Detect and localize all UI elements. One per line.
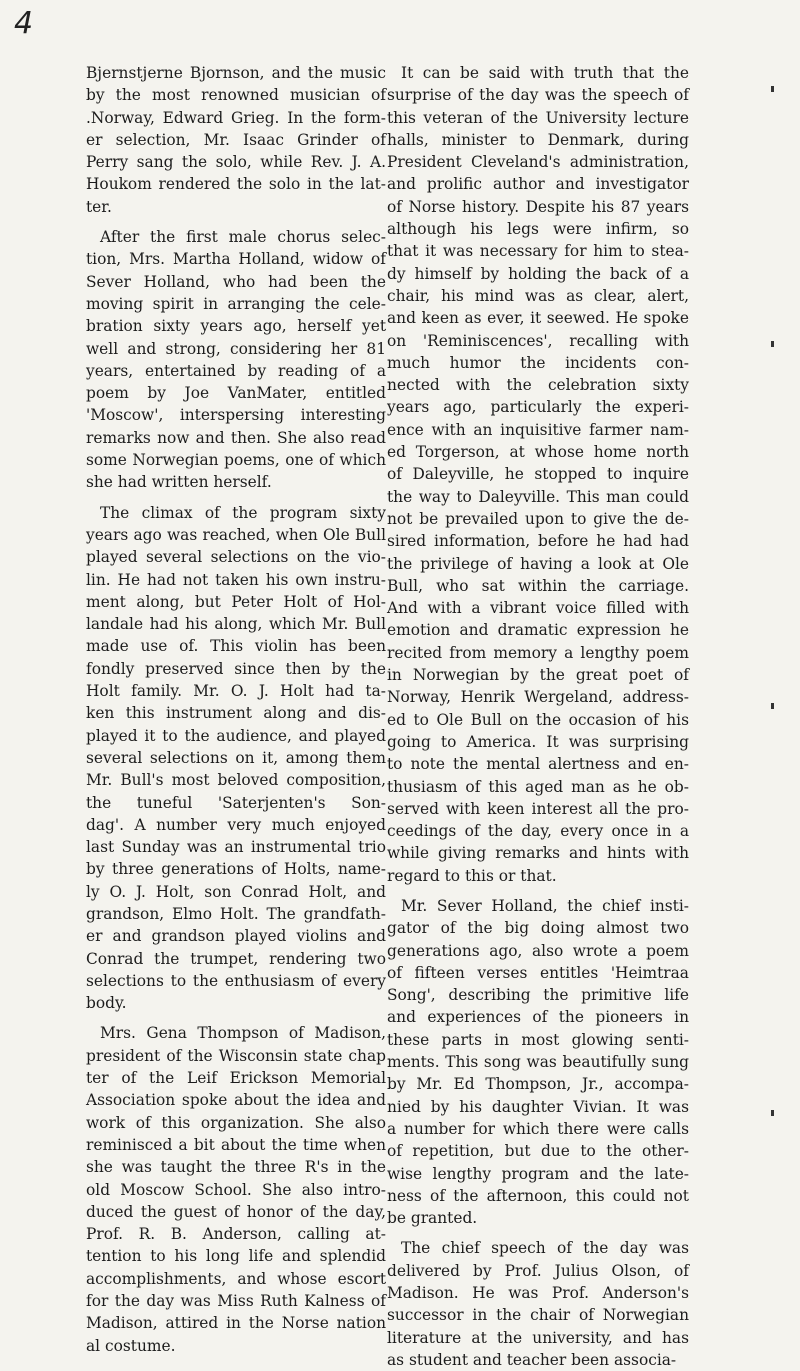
text-line: ments. This song was beautifully sung [387,1053,689,1072]
text-line: Sever Holland, who had been the [86,272,386,291]
text-line: of Norse history. Despite his 87 years [387,197,689,216]
text-line: tion, Mrs. Martha Holland, widow of [86,250,386,269]
margin-mark [771,86,774,92]
text-line: made use of. This violin has been [86,637,386,656]
text-line: that it was necessary for him to stea- [387,242,689,261]
text-line: work of this organization. She also [86,1113,386,1132]
text-line: played several selections on the vio- [86,548,386,567]
text-line: sired information, before he had had [387,532,689,551]
text-line: nected with the celebration sixty [387,376,689,395]
paragraph-gap [86,1014,386,1022]
text-line: ness of the afternoon, this could not [387,1186,689,1205]
text-line: The chief speech of the day was [401,1239,689,1258]
text-line: reminisced a bit about the time when [86,1135,386,1154]
text-line: selections to the enthusiasm of every [86,971,386,990]
text-line: much humor the incidents con- [387,353,689,372]
text-line: a number for which there were calls [387,1119,689,1138]
text-line: of Daleyville, he stopped to inquire [387,465,689,484]
text-line: by three generations of Holts, name- [86,860,386,879]
text-line: The climax of the program sixty [100,503,386,522]
text-line: for the day was Miss Ruth Kalness of [86,1292,386,1311]
text-line: literature at the university, and has [387,1328,689,1347]
text-line: going to America. It was surprising [387,732,689,751]
text-line: old Moscow School. She also intro- [86,1180,386,1199]
paragraph-gap [387,887,689,895]
text-line: regard to this or that. [387,866,557,885]
text-line: After the first male chorus selec- [100,228,386,247]
text-line: Song', describing the primitive life [387,986,689,1005]
left-column [86,62,386,1357]
text-line: as student and teacher been associa- [387,1350,677,1369]
text-line: of fifteen verses entitles 'Heimtraa [387,963,689,982]
text-line: Prof. R. B. Anderson, calling at- [86,1225,386,1244]
text-line: these parts in most glowing senti- [387,1030,689,1049]
text-line: successor in the chair of Norwegian [387,1306,689,1325]
text-line: ed to Ole Bull on the occasion of his [387,710,689,729]
text-line: gator of the big doing almost two [387,919,689,938]
text-line: Mr. Sever Holland, the chief insti- [401,896,689,915]
text-line: poem by Joe VanMater, entitled [86,384,386,403]
paragraph-gap [86,494,386,502]
text-line: bration sixty years ago, herself yet [86,317,386,336]
text-line: tention to his long life and splendid [86,1247,386,1266]
text-line: al costume. [86,1336,176,1355]
text-line: Conrad the trumpet, rendering two [86,949,386,968]
text-line: Holt family. Mr. O. J. Holt had ta- [86,682,386,701]
text-line: surprise of the day was the speech of [387,86,689,105]
text-line: Perry sang the solo, while Rev. J. A. [86,153,386,172]
margin-mark [771,1110,774,1116]
text-line: in Norwegian by the great poet of [387,666,689,685]
paragraph-gap [86,218,386,226]
text-line: recited from memory a lengthy poem [387,643,689,662]
text-line: lin. He had not taken his own instru- [86,570,386,589]
text-line: some Norwegian poems, one of which [86,451,386,470]
text-line: dy himself by holding the back of a [387,264,689,283]
text-line: not be prevailed upon to give the de- [387,509,689,528]
text-line: Mr. Bull's most beloved composition, [86,771,386,790]
text-line: and experiences of the pioneers in [387,1008,689,1027]
text-line: the way to Daleyville. This man could [387,487,689,506]
text-line: Association spoke about the idea and [86,1091,386,1110]
text-line: on 'Reminiscences', recalling with [387,331,689,350]
text-line: body. [86,994,127,1013]
text-line: to note the mental alertness and en- [387,755,689,774]
text-line: played it to the audience, and played [86,726,386,745]
text-line: delivered by Prof. Julius Olson, of [387,1261,689,1280]
text-line: ceedings of the day, every once in a [387,822,689,841]
text-line: she had written herself. [86,473,272,492]
text-line: Madison. He was Prof. Anderson's [387,1284,689,1303]
text-line: nied by his daughter Vivian. It was [387,1097,689,1116]
text-line: several selections on it, among them [86,748,386,767]
text-line: years ago was reached, when Ole Bull [86,525,386,544]
text-line: and keen as ever, it seewed. He spoke [387,309,689,328]
text-line: served with keen interest all the pro- [387,799,689,818]
text-line: And with a vibrant voice filled with [387,599,689,618]
paragraph-gap [387,1229,689,1237]
text-line: and prolific author and investigator [387,175,689,194]
text-line: Houkom rendered the solo in the lat- [86,175,386,194]
text-line: this veteran of the University lecture [387,108,689,127]
page-number: 4 [14,6,34,41]
text-line: thusiasm of this aged man as he ob- [387,777,689,796]
text-line: ment along, but Peter Holt of Hol- [86,592,386,611]
margin-mark [771,703,774,709]
text-line: ter. [86,197,112,216]
text-line: by Mr. Ed Thompson, Jr., accompa- [387,1075,689,1094]
text-line: years ago, particularly the experi- [387,398,689,417]
text-line: duced the guest of honor of the day, [86,1202,386,1221]
text-line: ken this instrument along and dis- [86,704,386,723]
text-line: president of the Wisconsin state chap [86,1046,386,1065]
text-line: dag'. A number very much enjoyed [86,815,386,834]
text-line: er selection, Mr. Isaac Grinder of [86,130,386,149]
text-line: chair, his mind was as clear, alert, [387,286,689,305]
text-line: although his legs were infirm, so [387,220,689,239]
text-line: 'Moscow', interspersing interesting [86,406,386,425]
text-line: remarks now and then. She also read [86,428,386,447]
text-line: accomplishments, and whose escort [86,1269,386,1288]
text-line: ence with an inquisitive farmer nam- [387,420,689,439]
text-line: the tuneful 'Saterjenten's Son- [86,793,386,812]
text-line: well and strong, considering her 81 [86,339,386,358]
margin-mark [771,341,774,347]
text-line: Mrs. Gena Thompson of Madison, [100,1024,386,1043]
text-line: years, entertained by reading of a [86,361,386,380]
text-line: Bjernstjerne Bjornson, and the music [86,64,386,82]
text-line: grandson, Elmo Holt. The grandfath- [86,904,386,923]
text-line: be granted. [387,1209,478,1228]
text-line: emotion and dramatic expression he [387,621,689,640]
right-column [387,62,689,1371]
text-line: It can be said with truth that the [401,64,689,82]
text-line: fondly preserved since then by the [86,659,386,678]
text-line: Norway, Henrik Wergeland, address- [387,688,689,707]
text-line: last Sunday was an instrumental trio [86,838,386,857]
text-line: er and grandson played violins and [86,927,386,946]
text-line: halls, minister to Denmark, during [387,130,689,149]
text-line: landale had his along, which Mr. Bull [86,615,386,634]
text-line: ed Torgerson, at whose home north [387,443,689,462]
text-line: ter of the Leif Erickson Memorial [86,1069,386,1088]
text-line: wise lengthy program and the late- [387,1164,689,1183]
text-line: President Cleveland's administration, [387,153,689,172]
text-line: .Norway, Edward Grieg. In the form- [86,108,386,127]
text-line: Madison, attired in the Norse nation [86,1314,386,1333]
text-line: ly O. J. Holt, son Conrad Holt, and [86,882,386,901]
text-line: the privilege of having a look at Ole [387,554,689,573]
text-line: while giving remarks and hints with [387,844,689,863]
text-line: of repetition, but due to the other- [387,1142,689,1161]
text-line: Bull, who sat within the carriage. [387,576,689,595]
text-line: generations ago, also wrote a poem [387,941,689,960]
text-line: by the most renowned musician of [86,86,386,105]
text-line: moving spirit in arranging the cele- [86,294,386,313]
text-line: she was taught the three R's in the [86,1158,386,1177]
